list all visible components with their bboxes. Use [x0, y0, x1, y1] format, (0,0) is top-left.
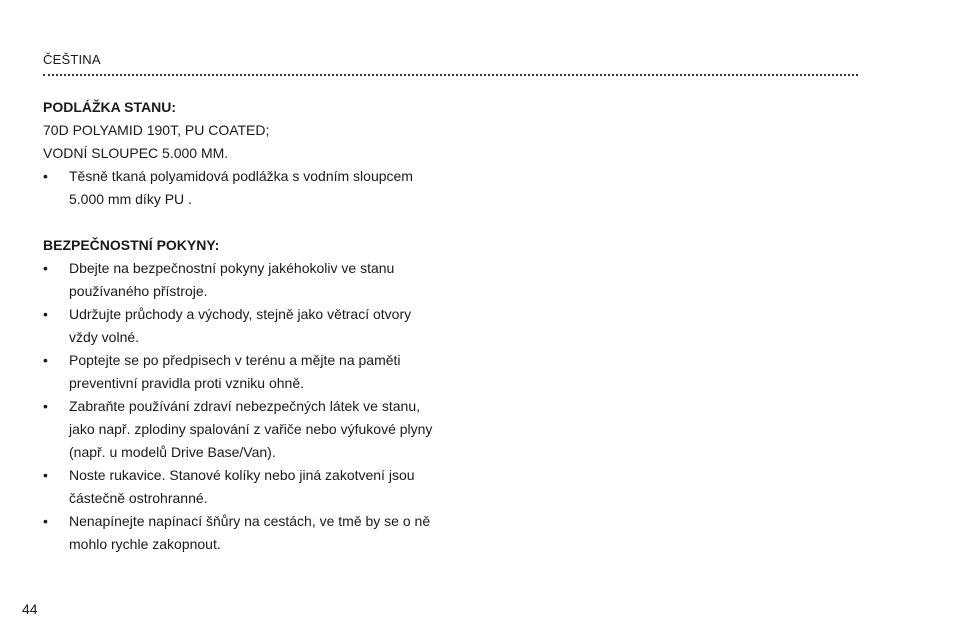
list-item-text: Poptejte se po předpisech v terénu a mějte na paměti preventivní pravidla proti vzniku ohně.: [69, 352, 401, 391]
list-item: [43, 349, 443, 395]
floor-heading: PODLÁŽKA STANU:: [43, 99, 176, 115]
list-item: [43, 165, 443, 211]
list-item: [43, 510, 443, 556]
bullet-icon: •: [43, 306, 48, 322]
list-item-text: Noste rukavice. Stanové kolíky nebo jiná zakotvení jsou částečně ostrohranné.: [69, 467, 415, 506]
list-item-text: Udržujte průchody a východy, stejně jako větrací otvory vždy volné.: [69, 306, 412, 345]
floor-bullet-list: [43, 165, 443, 211]
section-spacer: [43, 211, 443, 234]
list-item-text: Dbejte na bezpečnostní pokyny jakéhokoliv ve stanu používaného přístroje.: [69, 260, 395, 299]
floor-spec-line-2: VODNÍ SLOUPEC 5.000 MM.: [43, 145, 229, 161]
floor-section: [43, 96, 443, 211]
main-content: [43, 96, 443, 556]
safety-section: [43, 234, 443, 556]
list-item: [43, 395, 443, 464]
bullet-icon: •: [43, 352, 48, 368]
list-item: [43, 464, 443, 510]
bullet-icon: •: [43, 168, 48, 184]
list-item: [43, 257, 443, 303]
page-number: 44: [22, 601, 38, 617]
list-item-text: Zabraňte používání zdraví nebezpečných látek ve stanu, jako např. zplodiny spalování z vařiče nebo výfukové plyny (např. u modelů Drive Base/Van).: [69, 398, 433, 460]
safety-heading: BEZPEČNOSTNÍ POKYNY:: [43, 237, 220, 253]
list-item-text: Těsně tkaná polyamidová podlážka s vodním sloupcem 5.000 mm díky PU .: [69, 168, 413, 207]
safety-bullet-list: [43, 257, 443, 556]
list-item-text: Nenapínejte napínací šňůry na cestách, ve tmě by se o ně mohlo rychle zakopnout.: [69, 513, 431, 552]
floor-spec-line-1: 70D POLYAMID 190T, PU COATED;: [43, 122, 270, 138]
list-item: [43, 303, 443, 349]
bullet-icon: •: [43, 513, 48, 529]
dotted-divider: [43, 74, 858, 76]
bullet-icon: •: [43, 398, 48, 414]
language-label: ČEŠTINA: [43, 52, 101, 67]
bullet-icon: •: [43, 260, 48, 276]
bullet-icon: •: [43, 467, 48, 483]
